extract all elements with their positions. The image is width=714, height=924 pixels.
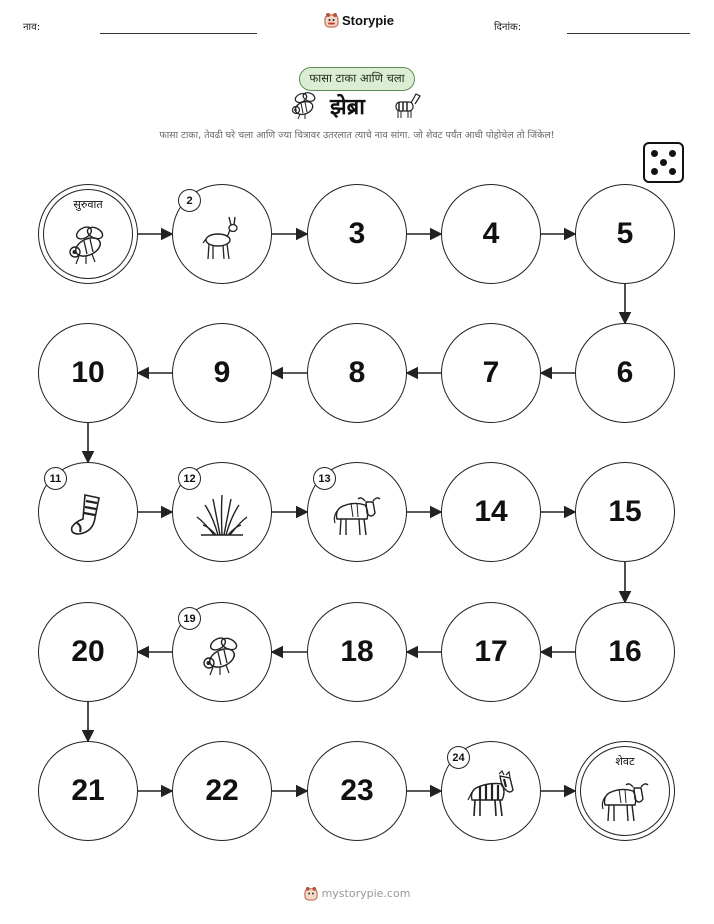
cell-number: 18: [340, 635, 374, 668]
board-cell-18[interactable]: [307, 602, 407, 702]
start-label: सुरुवात: [73, 198, 103, 211]
antelope-icon: [199, 213, 245, 265]
cell-number: 5: [616, 217, 634, 250]
board-cell-3[interactable]: [307, 184, 407, 284]
board-cell-21[interactable]: [38, 741, 138, 841]
date-label: दिनांक:: [494, 22, 522, 33]
cell-number: 16: [608, 635, 642, 668]
board-cell-8[interactable]: [307, 323, 407, 423]
instructions: फासा टाका, तेवढी घरे चला आणि ज्या चित्रावर उतरलात त्याचे नाव सांगा. जो शेवट पर्यंत आधी पोहोचेल तो जिंकेल!: [159, 130, 555, 141]
cell-number-badge: 13: [313, 467, 336, 490]
name-label: नाव:: [23, 22, 41, 33]
board-cell-16[interactable]: [575, 602, 675, 702]
board-cell-23[interactable]: [307, 741, 407, 841]
cell-number: 17: [474, 635, 508, 668]
board-cell-20[interactable]: [38, 602, 138, 702]
board-cell-7[interactable]: [441, 323, 541, 423]
cell-number: 20: [71, 635, 105, 668]
cell-number-badge: 24: [447, 746, 470, 769]
end-label: शेवट: [615, 755, 635, 768]
end-cell[interactable]: [575, 741, 675, 841]
board-cell-17[interactable]: [441, 602, 541, 702]
cell-number: 22: [205, 774, 239, 807]
cell-number: 23: [340, 774, 374, 807]
board-cell-5[interactable]: [575, 184, 675, 284]
cell-number-badge: 12: [178, 467, 201, 490]
cell-number: 8: [348, 356, 366, 389]
bee-icon: [64, 222, 112, 270]
board-cell-9[interactable]: [172, 323, 272, 423]
start-cell[interactable]: [38, 184, 138, 284]
cell-number: 7: [482, 356, 500, 389]
board-cell-4[interactable]: [441, 184, 541, 284]
board-cell-6[interactable]: [575, 323, 675, 423]
bee-icon: [198, 633, 246, 681]
brand-name: Storypie: [342, 12, 395, 28]
board-cell-19[interactable]: [172, 602, 272, 702]
board-cell-14[interactable]: [441, 462, 541, 562]
game-type-badge: फासा टाका आणि चला: [299, 67, 415, 91]
board-cell-11[interactable]: [38, 462, 138, 562]
cell-number: 21: [71, 774, 105, 807]
board-cell-10[interactable]: [38, 323, 138, 423]
page-title: झेब्रा: [330, 95, 365, 120]
zebra-icon: [466, 770, 516, 822]
board-cell-13[interactable]: [307, 462, 407, 562]
board-cell-2[interactable]: [172, 184, 272, 284]
cell-number: 4: [482, 217, 500, 250]
wildebeest-icon: [599, 779, 651, 827]
footer: [0, 886, 714, 901]
board-cell-15[interactable]: [575, 462, 675, 562]
storypie-mascot-icon: [304, 886, 318, 901]
wildebeest-icon: [331, 493, 383, 541]
board-cell-24[interactable]: [441, 741, 541, 841]
footer-url[interactable]: mystorypie.com: [321, 887, 411, 900]
cell-number-badge: 2: [178, 189, 201, 212]
cell-number: 6: [616, 356, 634, 389]
board-cell-22[interactable]: [172, 741, 272, 841]
sock-icon: [67, 492, 109, 542]
grass-icon: [195, 493, 249, 541]
cell-number: 9: [213, 356, 231, 389]
cell-number-badge: 11: [44, 467, 67, 490]
board-cell-12[interactable]: [172, 462, 272, 562]
cell-number: 10: [71, 356, 105, 389]
cell-number: 15: [608, 495, 642, 528]
cell-number: 14: [474, 495, 508, 528]
cell-number: 3: [348, 217, 366, 250]
cell-number-badge: 19: [178, 607, 201, 630]
